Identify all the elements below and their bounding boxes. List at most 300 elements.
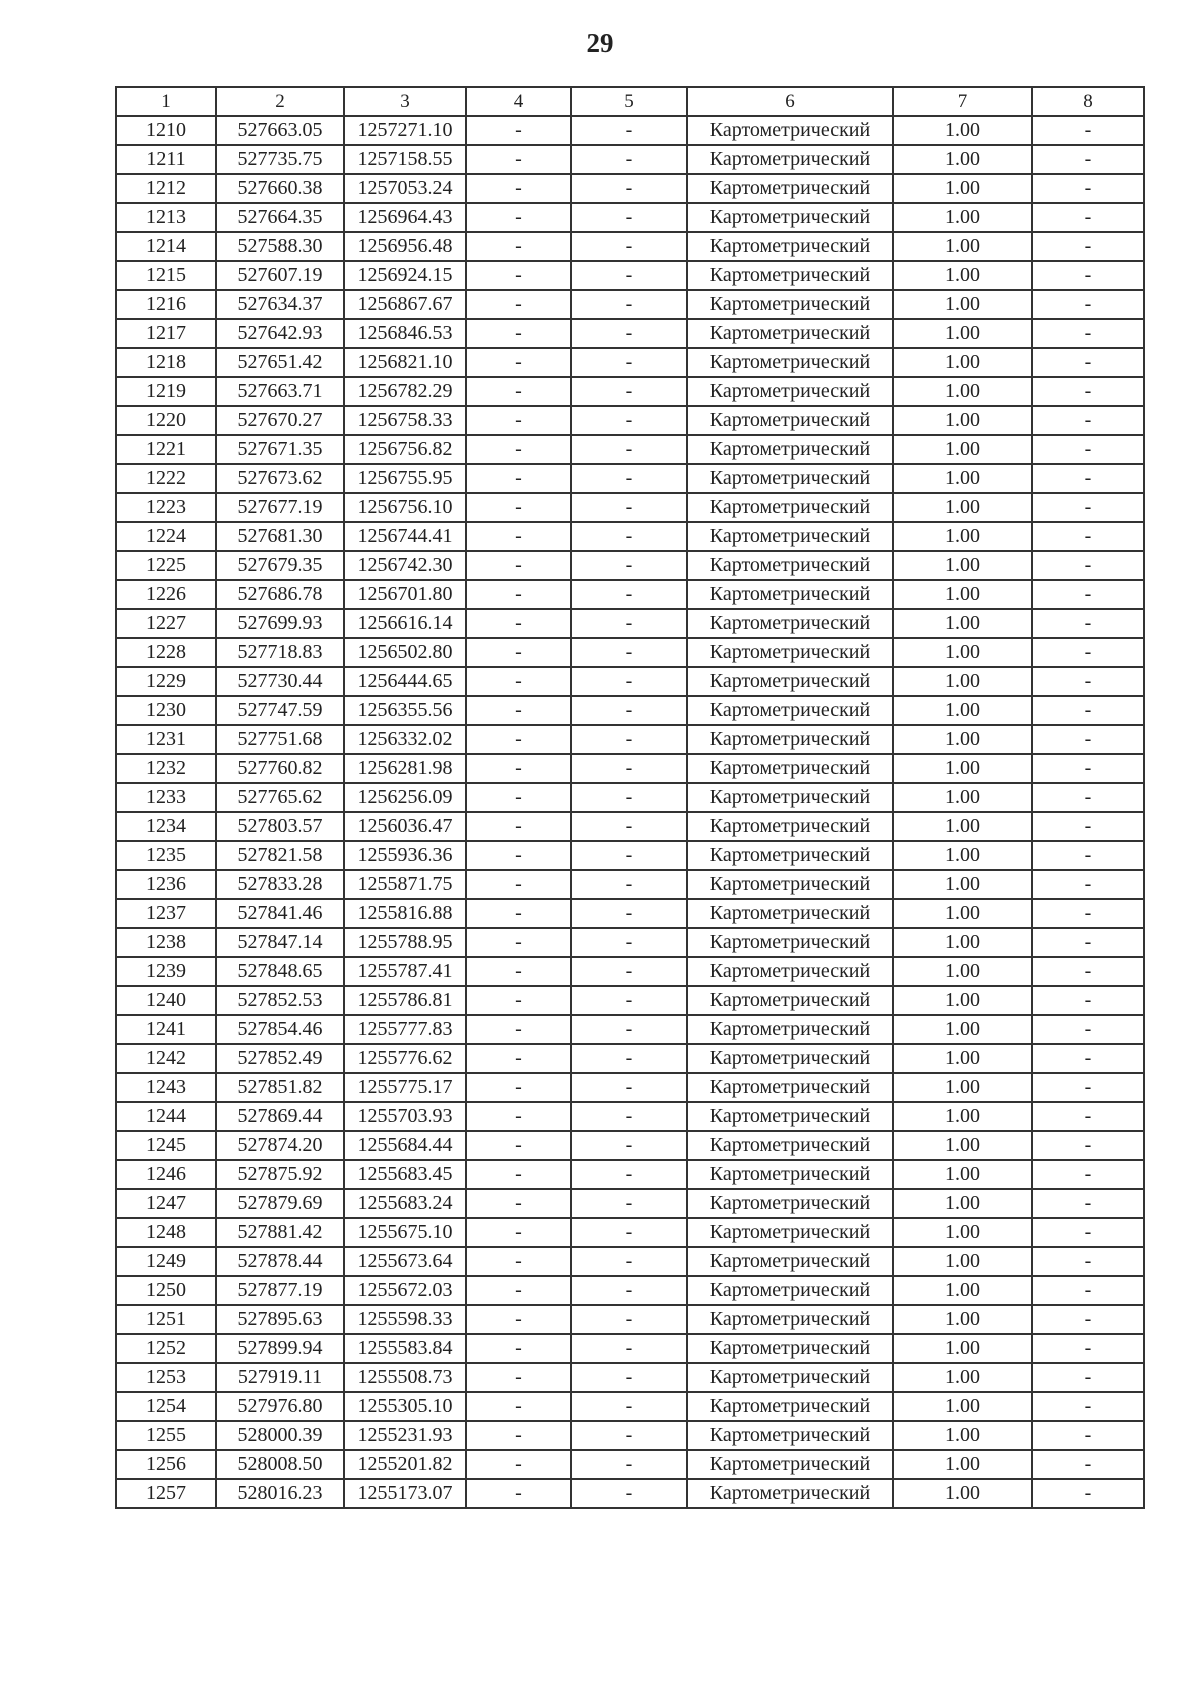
col4-value-cell: - [466, 1073, 571, 1102]
table-row [116, 754, 1144, 783]
y-coordinate-cell: 1256502.80 [344, 638, 466, 667]
col5-value-cell: - [571, 783, 687, 812]
column-header-5: 5 [571, 87, 687, 116]
table-row [116, 1305, 1144, 1334]
col4-value-cell: - [466, 841, 571, 870]
point-number-cell: 1229 [116, 667, 216, 696]
y-coordinate-cell: 1256616.14 [344, 609, 466, 638]
x-coordinate-cell: 527730.44 [216, 667, 344, 696]
table-row [116, 1160, 1144, 1189]
col5-value-cell: - [571, 551, 687, 580]
col5-value-cell: - [571, 203, 687, 232]
y-coordinate-cell: 1255201.82 [344, 1450, 466, 1479]
x-coordinate-cell: 527686.78 [216, 580, 344, 609]
y-coordinate-cell: 1255816.88 [344, 899, 466, 928]
method-cell: Картометрический [687, 1131, 893, 1160]
accuracy-cell: 1.00 [893, 580, 1032, 609]
col4-value-cell: - [466, 1015, 571, 1044]
col4-value-cell: - [466, 435, 571, 464]
y-coordinate-cell: 1256924.15 [344, 261, 466, 290]
accuracy-cell: 1.00 [893, 464, 1032, 493]
x-coordinate-cell: 527803.57 [216, 812, 344, 841]
col8-value-cell: - [1032, 290, 1144, 319]
table-row [116, 319, 1144, 348]
point-number-cell: 1217 [116, 319, 216, 348]
accuracy-cell: 1.00 [893, 435, 1032, 464]
col8-value-cell: - [1032, 1305, 1144, 1334]
col8-value-cell: - [1032, 203, 1144, 232]
col8-value-cell: - [1032, 522, 1144, 551]
col8-value-cell: - [1032, 348, 1144, 377]
column-header-7: 7 [893, 87, 1032, 116]
y-coordinate-cell: 1255231.93 [344, 1421, 466, 1450]
col8-value-cell: - [1032, 493, 1144, 522]
table-row [116, 435, 1144, 464]
y-coordinate-cell: 1255598.33 [344, 1305, 466, 1334]
x-coordinate-cell: 527899.94 [216, 1334, 344, 1363]
x-coordinate-cell: 527718.83 [216, 638, 344, 667]
col5-value-cell: - [571, 145, 687, 174]
table-row [116, 1421, 1144, 1450]
column-header-4: 4 [466, 87, 571, 116]
y-coordinate-cell: 1255305.10 [344, 1392, 466, 1421]
table-row [116, 261, 1144, 290]
accuracy-cell: 1.00 [893, 812, 1032, 841]
col4-value-cell: - [466, 551, 571, 580]
table-row [116, 1189, 1144, 1218]
method-cell: Картометрический [687, 551, 893, 580]
y-coordinate-cell: 1255777.83 [344, 1015, 466, 1044]
method-cell: Картометрический [687, 435, 893, 464]
col8-value-cell: - [1032, 145, 1144, 174]
method-cell: Картометрический [687, 841, 893, 870]
table-row [116, 928, 1144, 957]
col5-value-cell: - [571, 1189, 687, 1218]
x-coordinate-cell: 527663.05 [216, 116, 344, 145]
col5-value-cell: - [571, 1131, 687, 1160]
table-row [116, 348, 1144, 377]
col4-value-cell: - [466, 145, 571, 174]
x-coordinate-cell: 527881.42 [216, 1218, 344, 1247]
accuracy-cell: 1.00 [893, 1131, 1032, 1160]
method-cell: Картометрический [687, 261, 893, 290]
col5-value-cell: - [571, 1334, 687, 1363]
accuracy-cell: 1.00 [893, 377, 1032, 406]
col5-value-cell: - [571, 377, 687, 406]
col4-value-cell: - [466, 261, 571, 290]
y-coordinate-cell: 1255508.73 [344, 1363, 466, 1392]
accuracy-cell: 1.00 [893, 1421, 1032, 1450]
method-cell: Картометрический [687, 957, 893, 986]
coordinates-table [115, 86, 1145, 1509]
method-cell: Картометрический [687, 754, 893, 783]
point-number-cell: 1225 [116, 551, 216, 580]
y-coordinate-cell: 1255871.75 [344, 870, 466, 899]
col8-value-cell: - [1032, 783, 1144, 812]
y-coordinate-cell: 1256256.09 [344, 783, 466, 812]
accuracy-cell: 1.00 [893, 1276, 1032, 1305]
point-number-cell: 1230 [116, 696, 216, 725]
accuracy-cell: 1.00 [893, 1160, 1032, 1189]
col4-value-cell: - [466, 783, 571, 812]
accuracy-cell: 1.00 [893, 1334, 1032, 1363]
x-coordinate-cell: 527679.35 [216, 551, 344, 580]
col5-value-cell: - [571, 116, 687, 145]
method-cell: Картометрический [687, 116, 893, 145]
point-number-cell: 1243 [116, 1073, 216, 1102]
col8-value-cell: - [1032, 754, 1144, 783]
accuracy-cell: 1.00 [893, 986, 1032, 1015]
point-number-cell: 1245 [116, 1131, 216, 1160]
x-coordinate-cell: 527854.46 [216, 1015, 344, 1044]
point-number-cell: 1232 [116, 754, 216, 783]
col5-value-cell: - [571, 1392, 687, 1421]
col4-value-cell: - [466, 986, 571, 1015]
table-row [116, 1363, 1144, 1392]
method-cell: Картометрический [687, 783, 893, 812]
col5-value-cell: - [571, 1450, 687, 1479]
col8-value-cell: - [1032, 1421, 1144, 1450]
x-coordinate-cell: 527765.62 [216, 783, 344, 812]
col8-value-cell: - [1032, 986, 1144, 1015]
table-row [116, 638, 1144, 667]
method-cell: Картометрический [687, 1015, 893, 1044]
col4-value-cell: - [466, 1160, 571, 1189]
x-coordinate-cell: 527735.75 [216, 145, 344, 174]
x-coordinate-cell: 527673.62 [216, 464, 344, 493]
accuracy-cell: 1.00 [893, 1305, 1032, 1334]
col4-value-cell: - [466, 667, 571, 696]
col5-value-cell: - [571, 1218, 687, 1247]
x-coordinate-cell: 527877.19 [216, 1276, 344, 1305]
col4-value-cell: - [466, 232, 571, 261]
col4-value-cell: - [466, 1450, 571, 1479]
y-coordinate-cell: 1256756.10 [344, 493, 466, 522]
accuracy-cell: 1.00 [893, 290, 1032, 319]
accuracy-cell: 1.00 [893, 1189, 1032, 1218]
x-coordinate-cell: 527588.30 [216, 232, 344, 261]
method-cell: Картометрический [687, 928, 893, 957]
method-cell: Картометрический [687, 290, 893, 319]
y-coordinate-cell: 1255936.36 [344, 841, 466, 870]
col8-value-cell: - [1032, 696, 1144, 725]
y-coordinate-cell: 1256036.47 [344, 812, 466, 841]
table-row [116, 203, 1144, 232]
column-header-1: 1 [116, 87, 216, 116]
accuracy-cell: 1.00 [893, 1102, 1032, 1131]
y-coordinate-cell: 1255786.81 [344, 986, 466, 1015]
table-row [116, 1015, 1144, 1044]
col4-value-cell: - [466, 1131, 571, 1160]
col5-value-cell: - [571, 232, 687, 261]
col4-value-cell: - [466, 1363, 571, 1392]
y-coordinate-cell: 1256742.30 [344, 551, 466, 580]
col5-value-cell: - [571, 986, 687, 1015]
col8-value-cell: - [1032, 1247, 1144, 1276]
table-row [116, 493, 1144, 522]
col4-value-cell: - [466, 1305, 571, 1334]
col4-value-cell: - [466, 928, 571, 957]
point-number-cell: 1215 [116, 261, 216, 290]
col8-value-cell: - [1032, 1160, 1144, 1189]
x-coordinate-cell: 527821.58 [216, 841, 344, 870]
table-row [116, 841, 1144, 870]
col8-value-cell: - [1032, 1218, 1144, 1247]
col8-value-cell: - [1032, 957, 1144, 986]
accuracy-cell: 1.00 [893, 841, 1032, 870]
method-cell: Картометрический [687, 1044, 893, 1073]
method-cell: Картометрический [687, 986, 893, 1015]
column-header-6: 6 [687, 87, 893, 116]
y-coordinate-cell: 1256444.65 [344, 667, 466, 696]
point-number-cell: 1257 [116, 1479, 216, 1508]
x-coordinate-cell: 527852.53 [216, 986, 344, 1015]
col8-value-cell: - [1032, 551, 1144, 580]
method-cell: Картометрический [687, 1276, 893, 1305]
col4-value-cell: - [466, 1102, 571, 1131]
point-number-cell: 1246 [116, 1160, 216, 1189]
x-coordinate-cell: 528008.50 [216, 1450, 344, 1479]
col8-value-cell: - [1032, 174, 1144, 203]
col8-value-cell: - [1032, 232, 1144, 261]
y-coordinate-cell: 1256756.82 [344, 435, 466, 464]
accuracy-cell: 1.00 [893, 493, 1032, 522]
point-number-cell: 1227 [116, 609, 216, 638]
y-coordinate-cell: 1256867.67 [344, 290, 466, 319]
col5-value-cell: - [571, 609, 687, 638]
method-cell: Картометрический [687, 348, 893, 377]
accuracy-cell: 1.00 [893, 1479, 1032, 1508]
method-cell: Картометрический [687, 899, 893, 928]
y-coordinate-cell: 1255173.07 [344, 1479, 466, 1508]
col5-value-cell: - [571, 174, 687, 203]
point-number-cell: 1222 [116, 464, 216, 493]
table-row [116, 783, 1144, 812]
x-coordinate-cell: 527847.14 [216, 928, 344, 957]
accuracy-cell: 1.00 [893, 145, 1032, 174]
col4-value-cell: - [466, 377, 571, 406]
column-header-8: 8 [1032, 87, 1144, 116]
method-cell: Картометрический [687, 1218, 893, 1247]
y-coordinate-cell: 1255787.41 [344, 957, 466, 986]
col4-value-cell: - [466, 464, 571, 493]
col8-value-cell: - [1032, 870, 1144, 899]
col8-value-cell: - [1032, 580, 1144, 609]
table-header-row [116, 87, 1144, 116]
col5-value-cell: - [571, 957, 687, 986]
point-number-cell: 1221 [116, 435, 216, 464]
table-row [116, 580, 1144, 609]
col4-value-cell: - [466, 1334, 571, 1363]
point-number-cell: 1251 [116, 1305, 216, 1334]
col5-value-cell: - [571, 348, 687, 377]
y-coordinate-cell: 1255776.62 [344, 1044, 466, 1073]
col8-value-cell: - [1032, 406, 1144, 435]
table-row [116, 145, 1144, 174]
y-coordinate-cell: 1255775.17 [344, 1073, 466, 1102]
point-number-cell: 1249 [116, 1247, 216, 1276]
col8-value-cell: - [1032, 638, 1144, 667]
table-row [116, 377, 1144, 406]
accuracy-cell: 1.00 [893, 551, 1032, 580]
accuracy-cell: 1.00 [893, 203, 1032, 232]
col8-value-cell: - [1032, 1479, 1144, 1508]
accuracy-cell: 1.00 [893, 667, 1032, 696]
col5-value-cell: - [571, 1015, 687, 1044]
accuracy-cell: 1.00 [893, 1015, 1032, 1044]
col4-value-cell: - [466, 348, 571, 377]
col4-value-cell: - [466, 1044, 571, 1073]
x-coordinate-cell: 527634.37 [216, 290, 344, 319]
method-cell: Картометрический [687, 1247, 893, 1276]
col4-value-cell: - [466, 812, 571, 841]
y-coordinate-cell: 1255788.95 [344, 928, 466, 957]
col8-value-cell: - [1032, 1276, 1144, 1305]
accuracy-cell: 1.00 [893, 783, 1032, 812]
y-coordinate-cell: 1255683.24 [344, 1189, 466, 1218]
y-coordinate-cell: 1255672.03 [344, 1276, 466, 1305]
col5-value-cell: - [571, 522, 687, 551]
table-row [116, 174, 1144, 203]
y-coordinate-cell: 1256846.53 [344, 319, 466, 348]
col5-value-cell: - [571, 1479, 687, 1508]
col8-value-cell: - [1032, 667, 1144, 696]
y-coordinate-cell: 1255583.84 [344, 1334, 466, 1363]
accuracy-cell: 1.00 [893, 1450, 1032, 1479]
table-row [116, 1131, 1144, 1160]
method-cell: Картометрический [687, 1334, 893, 1363]
col8-value-cell: - [1032, 1015, 1144, 1044]
col8-value-cell: - [1032, 1450, 1144, 1479]
col4-value-cell: - [466, 696, 571, 725]
col5-value-cell: - [571, 493, 687, 522]
column-header-2: 2 [216, 87, 344, 116]
x-coordinate-cell: 527848.65 [216, 957, 344, 986]
col5-value-cell: - [571, 435, 687, 464]
col5-value-cell: - [571, 928, 687, 957]
col8-value-cell: - [1032, 1073, 1144, 1102]
accuracy-cell: 1.00 [893, 406, 1032, 435]
col5-value-cell: - [571, 638, 687, 667]
method-cell: Картометрический [687, 1073, 893, 1102]
y-coordinate-cell: 1255703.93 [344, 1102, 466, 1131]
col4-value-cell: - [466, 406, 571, 435]
col8-value-cell: - [1032, 1102, 1144, 1131]
accuracy-cell: 1.00 [893, 348, 1032, 377]
x-coordinate-cell: 527660.38 [216, 174, 344, 203]
point-number-cell: 1255 [116, 1421, 216, 1450]
accuracy-cell: 1.00 [893, 1392, 1032, 1421]
table-row [116, 1218, 1144, 1247]
column-header-3: 3 [344, 87, 466, 116]
table-body [116, 116, 1144, 1508]
point-number-cell: 1214 [116, 232, 216, 261]
col5-value-cell: - [571, 261, 687, 290]
col8-value-cell: - [1032, 319, 1144, 348]
method-cell: Картометрический [687, 1305, 893, 1334]
col8-value-cell: - [1032, 928, 1144, 957]
col4-value-cell: - [466, 638, 571, 667]
method-cell: Картометрический [687, 696, 893, 725]
accuracy-cell: 1.00 [893, 232, 1032, 261]
x-coordinate-cell: 527851.82 [216, 1073, 344, 1102]
col4-value-cell: - [466, 580, 571, 609]
col4-value-cell: - [466, 957, 571, 986]
accuracy-cell: 1.00 [893, 928, 1032, 957]
y-coordinate-cell: 1255683.45 [344, 1160, 466, 1189]
x-coordinate-cell: 527681.30 [216, 522, 344, 551]
y-coordinate-cell: 1256332.02 [344, 725, 466, 754]
col8-value-cell: - [1032, 261, 1144, 290]
method-cell: Картометрический [687, 406, 893, 435]
point-number-cell: 1248 [116, 1218, 216, 1247]
y-coordinate-cell: 1257271.10 [344, 116, 466, 145]
y-coordinate-cell: 1256964.43 [344, 203, 466, 232]
x-coordinate-cell: 527677.19 [216, 493, 344, 522]
point-number-cell: 1220 [116, 406, 216, 435]
col8-value-cell: - [1032, 812, 1144, 841]
y-coordinate-cell: 1256355.56 [344, 696, 466, 725]
point-number-cell: 1212 [116, 174, 216, 203]
table-row [116, 116, 1144, 145]
table-row [116, 609, 1144, 638]
col5-value-cell: - [571, 1073, 687, 1102]
point-number-cell: 1231 [116, 725, 216, 754]
col4-value-cell: - [466, 1421, 571, 1450]
col4-value-cell: - [466, 1247, 571, 1276]
point-number-cell: 1213 [116, 203, 216, 232]
accuracy-cell: 1.00 [893, 174, 1032, 203]
table-row [116, 1247, 1144, 1276]
method-cell: Картометрический [687, 1189, 893, 1218]
x-coordinate-cell: 527751.68 [216, 725, 344, 754]
accuracy-cell: 1.00 [893, 870, 1032, 899]
col5-value-cell: - [571, 1247, 687, 1276]
point-number-cell: 1239 [116, 957, 216, 986]
col4-value-cell: - [466, 1392, 571, 1421]
x-coordinate-cell: 527642.93 [216, 319, 344, 348]
x-coordinate-cell: 527919.11 [216, 1363, 344, 1392]
x-coordinate-cell: 527664.35 [216, 203, 344, 232]
table-row [116, 899, 1144, 928]
method-cell: Картометрический [687, 812, 893, 841]
col8-value-cell: - [1032, 841, 1144, 870]
col4-value-cell: - [466, 754, 571, 783]
method-cell: Картометрический [687, 232, 893, 261]
table-row [116, 290, 1144, 319]
y-coordinate-cell: 1256956.48 [344, 232, 466, 261]
y-coordinate-cell: 1255673.64 [344, 1247, 466, 1276]
method-cell: Картометрический [687, 522, 893, 551]
col5-value-cell: - [571, 580, 687, 609]
table-row [116, 957, 1144, 986]
col5-value-cell: - [571, 406, 687, 435]
x-coordinate-cell: 527878.44 [216, 1247, 344, 1276]
col5-value-cell: - [571, 667, 687, 696]
x-coordinate-cell: 527874.20 [216, 1131, 344, 1160]
col4-value-cell: - [466, 1276, 571, 1305]
accuracy-cell: 1.00 [893, 1044, 1032, 1073]
table-row [116, 522, 1144, 551]
col5-value-cell: - [571, 870, 687, 899]
table-row [116, 725, 1144, 754]
accuracy-cell: 1.00 [893, 1218, 1032, 1247]
table-row [116, 812, 1144, 841]
accuracy-cell: 1.00 [893, 899, 1032, 928]
col4-value-cell: - [466, 290, 571, 319]
point-number-cell: 1228 [116, 638, 216, 667]
table-row [116, 1334, 1144, 1363]
